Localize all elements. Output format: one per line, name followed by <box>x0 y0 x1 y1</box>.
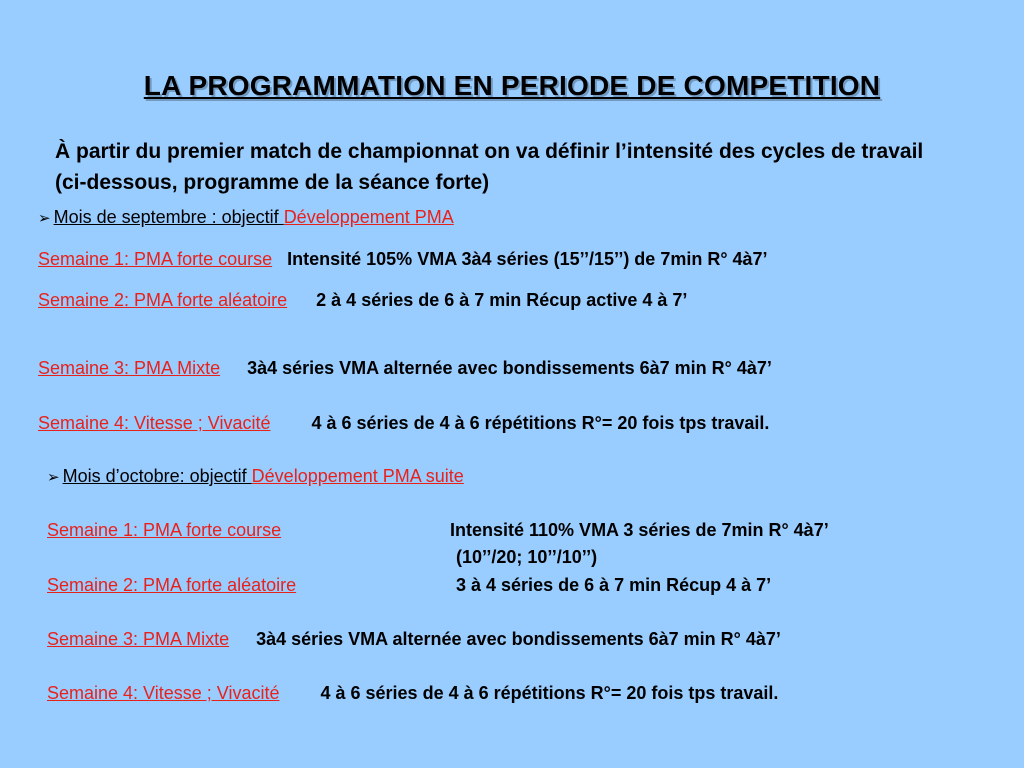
oct-week-2-label: Semaine 2: PMA forte aléatoire <box>47 575 297 595</box>
sept-week-1 <box>38 249 768 270</box>
sept-week-3 <box>38 358 772 379</box>
sept-week-3-desc: 3à4 séries VMA alternée avec bondissements 6à7 min R° 4à7’ <box>247 358 772 378</box>
sept-week-2 <box>38 290 687 311</box>
oct-week-4-desc: 4 à 6 séries de 4 à 6 répétitions R°= 20 fois tps travail. <box>320 683 779 703</box>
sept-week-1-label: Semaine 1: PMA forte course <box>38 249 273 269</box>
arrow-bullet-icon: ➢ <box>38 210 51 227</box>
section-october-heading <box>47 466 464 487</box>
sept-week-3-label: Semaine 3: PMA Mixte <box>38 358 221 378</box>
october-heading-text: Mois d’octobre: objectif <box>62 466 252 486</box>
oct-week-4 <box>47 683 778 704</box>
sept-week-4 <box>38 413 769 434</box>
oct-week-1 <box>47 520 281 541</box>
oct-week-1-desc: Intensité 110% VMA 3 séries de 7min R° 4à7’ <box>450 520 829 540</box>
intro-text: À partir du premier match de championnat on va définir l’intensité des cycles de travail (ci-dessous, programme de la séance forte) <box>55 140 924 194</box>
sept-week-1-desc: Intensité 105% VMA 3à4 séries (15’’/15’’) de 7min R° 4à7’ <box>287 249 768 269</box>
oct-week-3-label: Semaine 3: PMA Mixte <box>47 629 230 649</box>
sept-week-2-desc: 2 à 4 séries de 6 à 7 min Récup active 4 à 7’ <box>316 290 688 310</box>
arrow-bullet-icon: ➢ <box>47 469 60 486</box>
oct-week-3-desc: 3à4 séries VMA alternée avec bondissements 6à7 min R° 4à7’ <box>256 629 781 649</box>
sept-week-4-desc: 4 à 6 séries de 4 à 6 répétitions R°= 20 fois tps travail. <box>311 413 770 433</box>
slide-title: LA PROGRAMMATION EN PERIODE DE COMPETITION <box>143 70 881 101</box>
oct-week-2 <box>47 575 296 596</box>
section-september-heading <box>38 207 454 228</box>
oct-week-4-label: Semaine 4: Vitesse ; Vivacité <box>47 683 280 703</box>
oct-week-1-label: Semaine 1: PMA forte course <box>47 520 282 540</box>
sept-week-4-label: Semaine 4: Vitesse ; Vivacité <box>38 413 271 433</box>
oct-week-2-desc: 3 à 4 séries de 6 à 7 min Récup 4 à 7’ <box>456 575 772 595</box>
september-objective: Développement PMA <box>283 207 454 227</box>
october-objective: Développement PMA suite <box>251 466 464 486</box>
sept-week-2-label: Semaine 2: PMA forte aléatoire <box>38 290 288 310</box>
september-heading-text: Mois de septembre : objectif <box>53 207 284 227</box>
oct-week-1-desc-2: (10’’/20; 10’’/10’’) <box>456 547 598 567</box>
oct-week-3 <box>47 629 781 650</box>
